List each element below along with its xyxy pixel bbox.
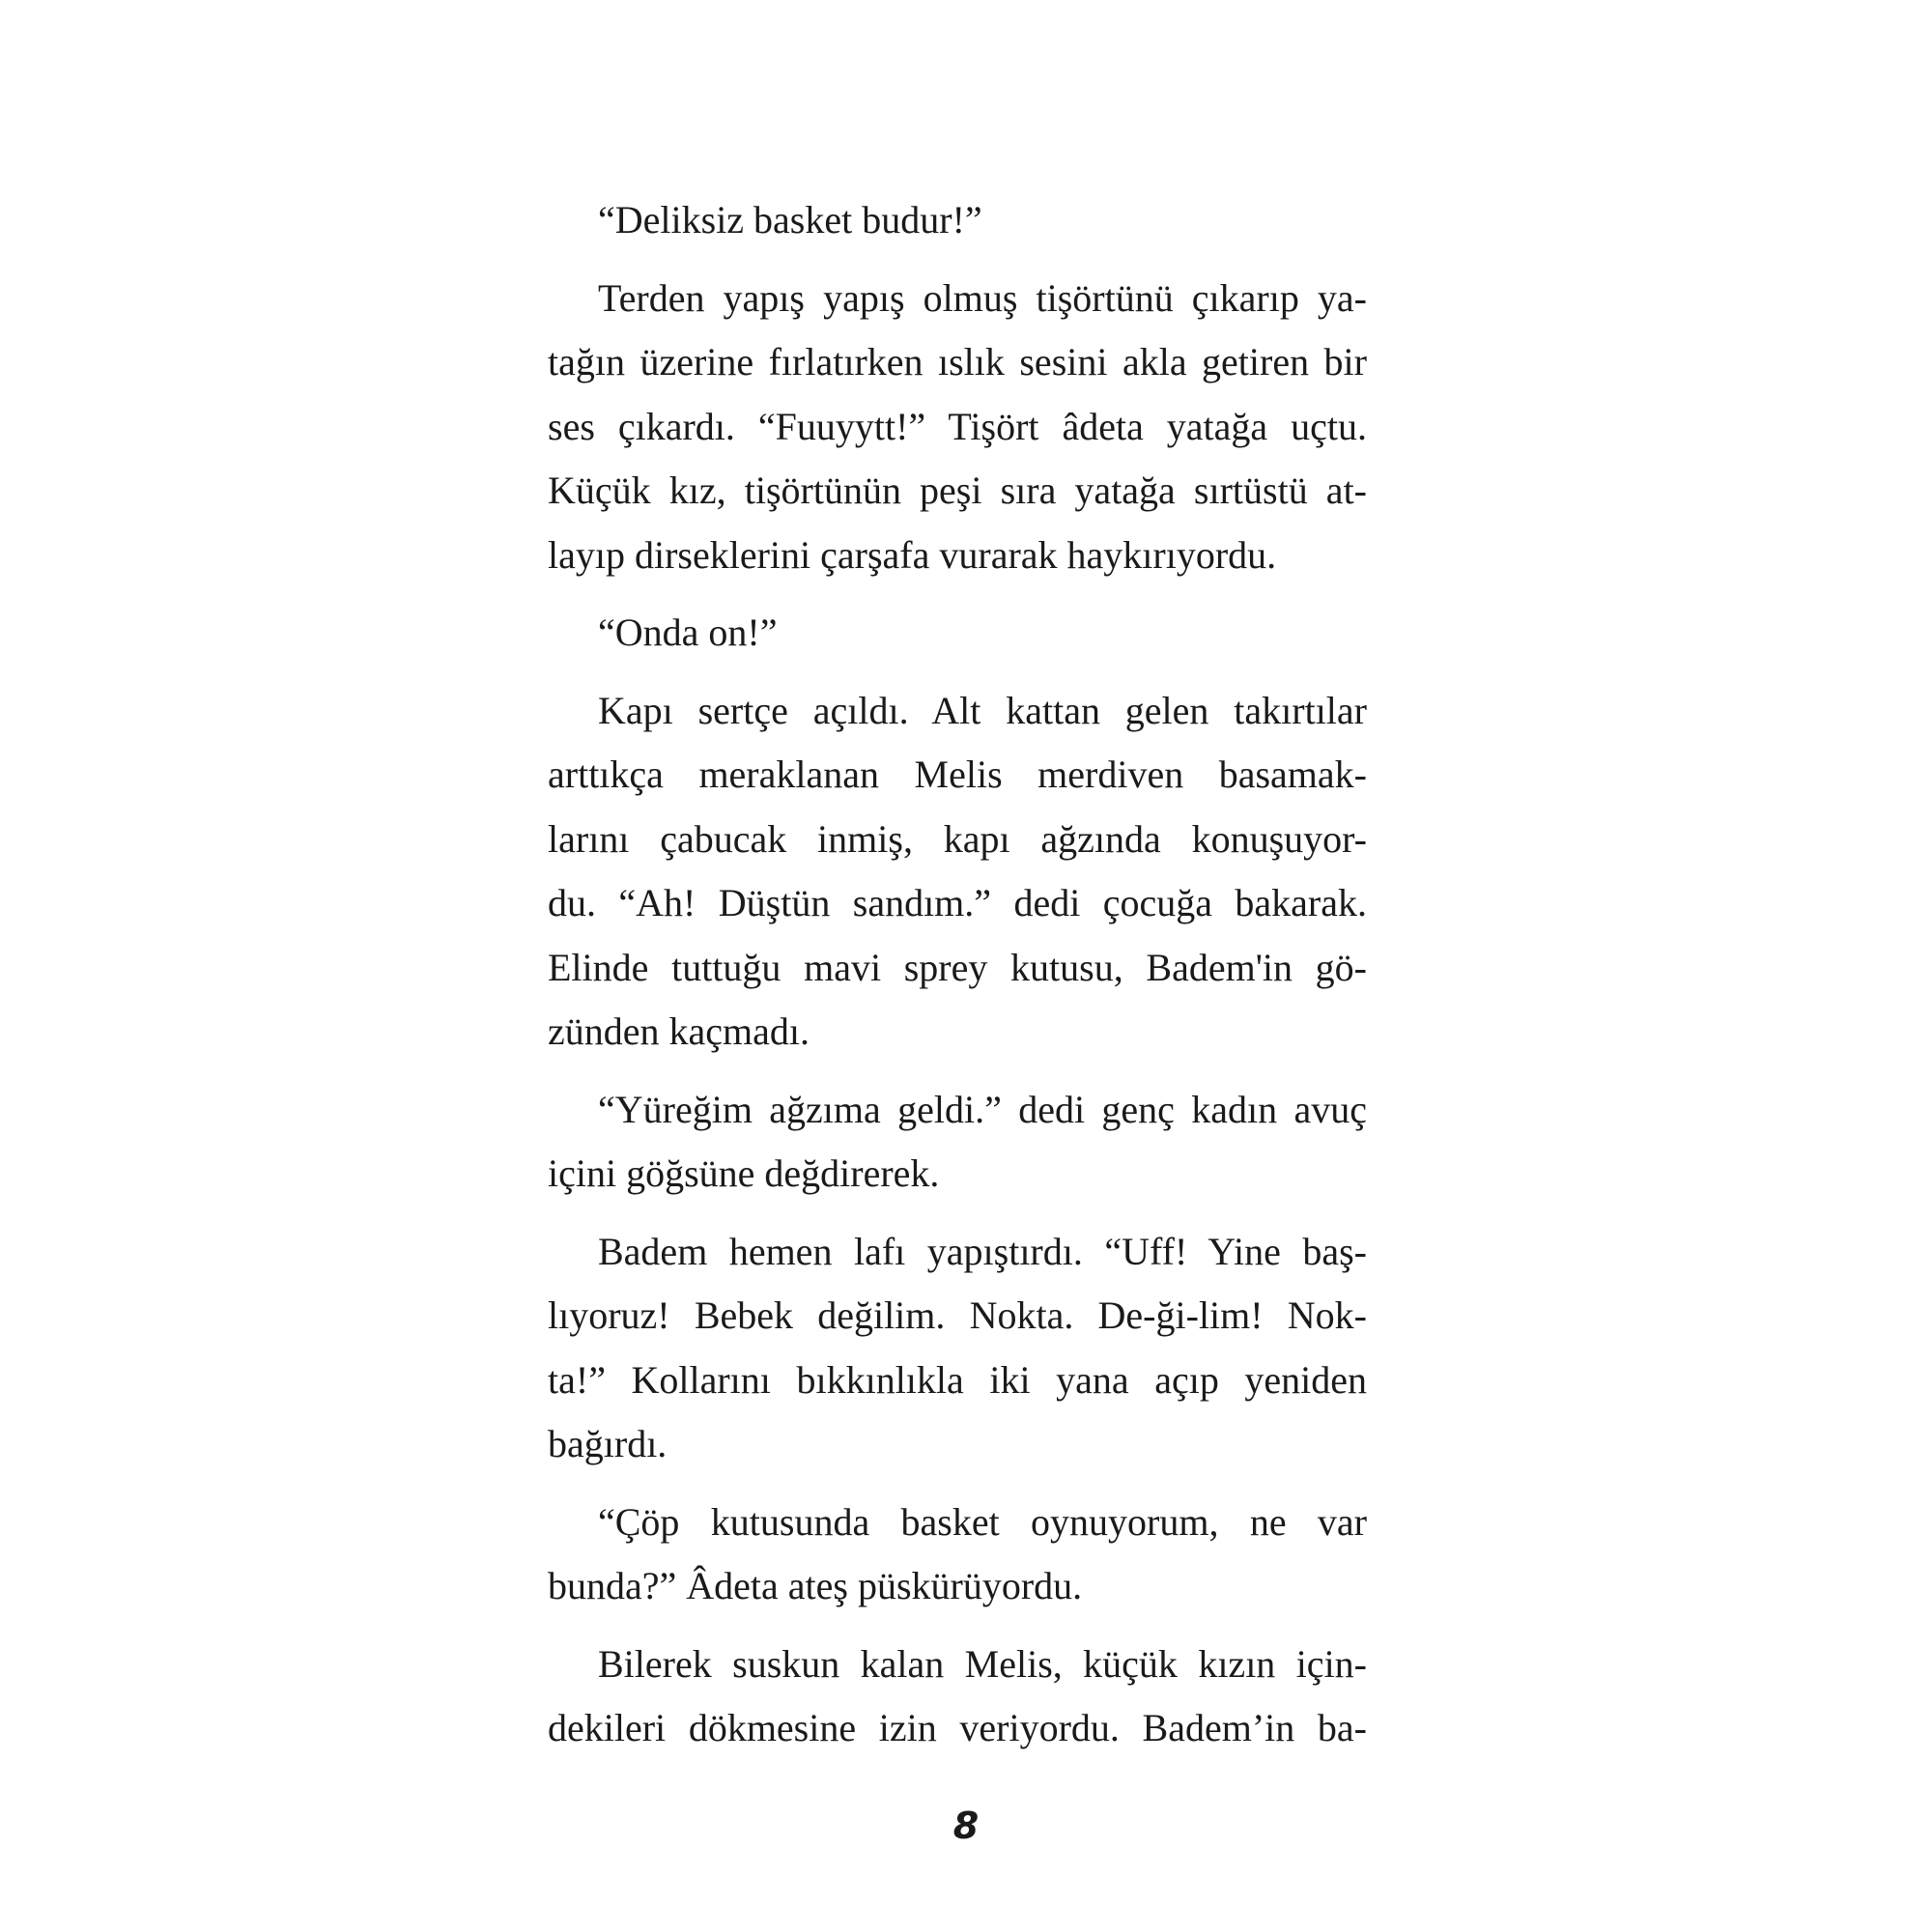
- paragraph: [548, 188, 1367, 253]
- paragraph: [548, 1078, 1367, 1207]
- text-line: Elinde tuttuğu mavi sprey kutusu, Badem'in gö-: [548, 945, 1367, 989]
- text-line: ses çıkardı. “Fuuyytt!” Tişört âdeta yatağa uçtu.: [548, 404, 1367, 448]
- paragraph: [548, 267, 1367, 588]
- text-line: Terden yapış yapış olmuş tişörtünü çıkarıp ya-: [598, 275, 1367, 320]
- text-line: içini göğsüne değdirerek.: [548, 1151, 940, 1195]
- paragraph: [548, 1633, 1367, 1761]
- text-line: larını çabucak inmiş, kapı ağzında konuşuyor-: [548, 816, 1367, 861]
- paragraph: [548, 1220, 1367, 1477]
- text-line: Kapı sertçe açıldı. Alt kattan gelen takırtılar: [598, 688, 1367, 732]
- text-line: dekileri dökmesine izin veriyordu. Badem’in ba-: [548, 1706, 1367, 1749]
- text-line: “Çöp kutusunda basket oynuyorum, ne var: [598, 1499, 1367, 1544]
- page-number: 8: [952, 1804, 980, 1847]
- text-line: bunda?” Âdeta ateş püskürüyordu.: [548, 1564, 1083, 1607]
- text-line: arttıkça meraklanan Melis merdiven basamak-: [548, 753, 1367, 796]
- text-line: “Deliksiz basket budur!”: [598, 198, 982, 242]
- book-page-text: [548, 188, 1367, 1775]
- text-line: lıyoruz! Bebek değilim. Nokta. De-ği-lim! Nok-: [548, 1293, 1367, 1337]
- paragraph: [548, 679, 1367, 1065]
- text-line: Küçük kız, tişörtünün peşi sıra yatağa sırtüstü at-: [548, 469, 1367, 512]
- text-line: zünden kaçmadı.: [548, 1009, 810, 1053]
- text-line: layıp dirseklerini çarşafa vurarak haykırıyordu.: [548, 532, 1277, 577]
- text-line: “Onda on!”: [598, 611, 778, 654]
- paragraph: [548, 601, 1367, 666]
- text-line: bağırdı.: [548, 1422, 668, 1465]
- text-line: Badem hemen lafı yapıştırdı. “Uff! Yine baş-: [598, 1229, 1367, 1273]
- text-line: du. “Ah! Düştün sandım.” dedi çocuğa bakarak.: [548, 881, 1367, 924]
- text-line: ta!” Kollarını bıkkınlıkla iki yana açıp yeniden: [548, 1357, 1367, 1402]
- text-line: Bilerek suskun kalan Melis, küçük kızın için-: [598, 1641, 1367, 1686]
- text-line: “Yüreğim ağzıma geldi.” dedi genç kadın avuç: [598, 1087, 1367, 1131]
- paragraph: [548, 1491, 1367, 1619]
- text-line: tağın üzerine fırlatırken ıslık sesini akla getiren bir: [548, 340, 1367, 384]
